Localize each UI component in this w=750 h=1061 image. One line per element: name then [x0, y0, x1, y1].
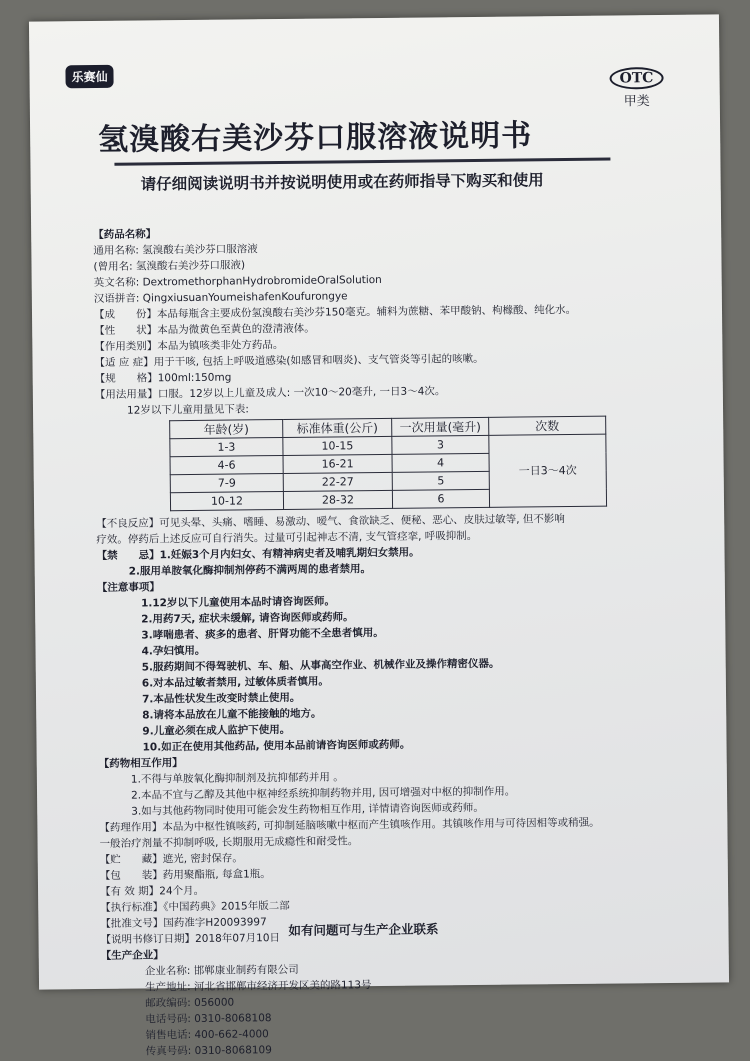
interaction-item: 1.不得与单胺氧化酶抑制剂及抗抑郁药并用 。: [130, 771, 344, 786]
table-cell: 5: [392, 471, 489, 490]
validity: 【有 效 期】24个月。: [100, 884, 205, 898]
table-cell: 28-32: [283, 490, 392, 509]
interactions-heading: 【药物相互作用】: [98, 757, 183, 770]
footer-note: 如有问题可与生产企业联系: [288, 921, 439, 938]
category: 【作用类别】本品为镇咳类非处方药品。: [94, 338, 284, 353]
adverse-reactions-cont: 疗效。停药后上述反应可自行消失。过量可引起神志不清, 支气管痉挛, 呼吸抑制。: [96, 529, 478, 546]
table-cell: 16-21: [283, 454, 392, 473]
table-cell: 4-6: [170, 456, 283, 475]
storage: 【贮 藏】遮光, 密封保存。: [99, 852, 243, 866]
otc-class: 甲类: [623, 94, 650, 110]
precaution-item: 4.孕妇慎用。: [141, 644, 206, 658]
manufacturer-name: 企业名称: 邯郸康业制药有限公司: [144, 963, 299, 978]
table-cell: 22-27: [283, 472, 392, 491]
table-row: [170, 434, 606, 457]
table-cell: 4: [392, 453, 489, 472]
postcode: 邮政编码: 056000: [145, 996, 235, 1010]
english-name: 英文名称: DextromethorphanHydrobromideOralSolution: [93, 273, 382, 289]
table-cell: 10-15: [283, 436, 392, 455]
table-cell: 7-9: [170, 474, 283, 493]
precaution-item: 9.儿童必须在成人监护下使用。: [142, 723, 291, 738]
dosage-table: [169, 416, 607, 512]
table-header-cell: 次数: [489, 416, 606, 435]
contraindication-1: 【禁 忌】1.妊娠3个月内妇女、有精神病史者及哺乳期妇女禁用。: [96, 546, 420, 562]
table-cell: 1-3: [170, 438, 283, 457]
title-divider: [114, 158, 610, 166]
precaution-item: 7.本品性状发生改变时禁止使用。: [141, 691, 301, 706]
table-cell: 10-12: [170, 492, 283, 511]
usage-child-note: 12岁以下儿童用量见下表:: [126, 403, 249, 417]
manufacturer-address: 生产地址: 河北省邯郸市经济开发区美的路113号: [145, 979, 372, 994]
pharmacology-cont: 一般治疗剂量不抑制呼吸, 长期服用无成瘾性和耐受性。: [99, 835, 359, 850]
precaution-item: 3.哮喘患者、痰多的患者、肝肾功能不全患者慎用。: [141, 626, 384, 642]
document-title: 氢溴酸右美沙芬口服溶液说明书: [98, 118, 533, 158]
frequency-cell: 一日3～4次: [489, 434, 607, 507]
adverse-reactions: 【不良反应】可见头晕、头痛、嗜睡、易激动、嗳气、食欲缺乏、便秘、恶心、皮肤过敏等, 但不影响: [96, 513, 565, 530]
precaution-item: 5.服药期间不得驾驶机、车、船、从事高空作业、机械作业及操作精密仪器。: [141, 657, 500, 674]
standard: 【执行标准】《中国药典》2015年版二部: [100, 899, 290, 914]
character: 【性 状】本品为微黄色至黄色的澄清液体。: [94, 322, 315, 337]
table-cell: 6: [392, 489, 489, 508]
precaution-item: 8.请将本品放在儿童不能接触的地方。: [142, 707, 322, 722]
table-header-cell: 标准体重(公斤): [283, 418, 392, 437]
precaution-item: 6.对本品过敏者禁用, 过敏体质者慎用。: [141, 675, 329, 690]
manufacturer-heading: 【生产企业】: [100, 949, 164, 962]
precaution-item: 1.12岁以下儿童使用本品时请咨询医师。: [140, 595, 336, 610]
former-name: (曾用名: 氢溴酸右美沙芬口服液): [93, 259, 246, 273]
sales-phone: 销售电话: 400-662-4000: [145, 1028, 269, 1042]
brand-logo: 乐赛仙: [65, 65, 113, 89]
table-header-cell: 一次用量(毫升): [392, 417, 489, 436]
pinyin-name: 汉语拼音: QingxiusuanYoumeishafenKoufurongye: [93, 290, 348, 305]
interaction-item: 2.本品不宜与乙醇及其他中枢神经系统抑制药物并用, 因可增强对中枢的抑制作用。: [130, 785, 516, 802]
table-cell: 3: [392, 435, 489, 454]
interaction-item: 3.如与其他药物同时使用可能会发生药物相互作用, 详情请咨询医师或药师。: [131, 801, 484, 818]
otc-label: [609, 67, 663, 110]
pharmacology: 【药理作用】本品为中枢性镇咳药, 可抑制延脑咳嗽中枢而产生镇咳作用。其镇咳作用与可待因相等或稍强。: [99, 816, 600, 834]
generic-name: 通用名称: 氢溴酸右美沙芬口服溶液: [93, 243, 258, 257]
revision-date: 【说明书修订日期】2018年07月10日: [100, 932, 281, 946]
specification: 【规 格】100ml:150mg: [94, 371, 232, 385]
approval-number: 【批准文号】国药准字H20093997: [100, 916, 267, 930]
table-header-cell: 年龄(岁): [170, 420, 283, 439]
document-subtitle: 请仔细阅读说明书并按说明使用或在药师指导下购买和使用: [140, 171, 544, 194]
otc-badge: OTC: [609, 67, 663, 90]
precautions-heading: 【注意事项】: [96, 581, 160, 594]
composition: 【成 份】本品每瓶含主要成份氢溴酸右美沙芬150毫克。辅料为蔗糖、苯甲酸钠、枸橼酸、纯化水。: [93, 303, 577, 321]
instruction-leaflet: [29, 14, 729, 1058]
precaution-item: 10.如正在使用其他药品, 使用本品前请咨询医师或药师。: [142, 738, 411, 754]
contraindication-2: 2.服用单胺氧化酶抑制剂停药不满两周的患者禁用。: [128, 563, 372, 578]
drug-name-heading: 【药品名称】: [93, 228, 157, 241]
phone-number: 电话号码: 0310-8068108: [145, 1012, 272, 1026]
fax-number: 传真号码: 0310-8068109: [145, 1044, 272, 1058]
precaution-item: 2.用药7天, 症状未缓解, 请咨询医师或药师。: [141, 611, 354, 626]
package: 【包 装】药用聚酯瓶, 每盒1瓶。: [99, 868, 271, 882]
usage: 【用法用量】口服。12岁以上儿童及成人: 一次10～20毫升, 一日3～4次。: [94, 385, 446, 401]
indication: 【适 应 症】用于干咳, 包括上呼吸道感染(如感冒和咽炎)、支气管炎等引起的咳嗽。: [94, 352, 484, 369]
